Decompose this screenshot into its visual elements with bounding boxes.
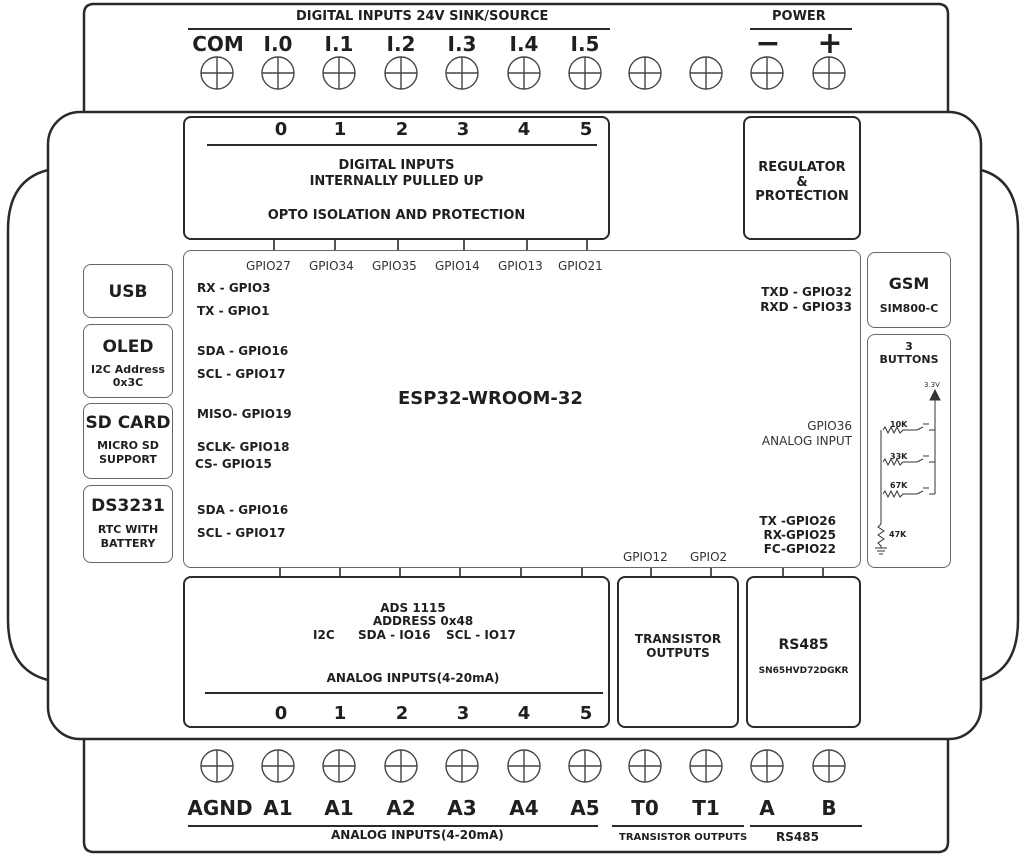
resistor-label: 47K xyxy=(889,530,907,539)
terminal-label-a1-second: A1 xyxy=(324,796,354,820)
gpio-top-label: GPIO34 xyxy=(309,259,354,273)
terminal-label-i1: I.1 xyxy=(324,32,354,56)
screw-terminal xyxy=(629,750,661,782)
analog-input-number: 1 xyxy=(333,703,347,724)
terminal-label-com: COM xyxy=(192,32,244,56)
terminal-label-positive: + xyxy=(817,26,843,61)
terminal-label-a2: A2 xyxy=(386,796,416,820)
digital-input-number: 3 xyxy=(456,119,470,140)
oled-address-label: I2C Address xyxy=(91,363,165,376)
gpio-top-label: GPIO35 xyxy=(372,259,417,273)
digital-inputs-header: DIGITAL INPUTS 24V SINK/SOURCE xyxy=(296,9,549,24)
analog-inputs-title: ANALOG INPUTS(4-20mA) xyxy=(326,671,500,685)
terminal-label-i5: I.5 xyxy=(570,32,600,56)
gpio-top-label: GPIO21 xyxy=(558,259,603,273)
gpio-top-label: GPIO27 xyxy=(246,259,291,273)
pin-label: TX - GPIO1 xyxy=(197,304,270,318)
digital-input-number: 2 xyxy=(395,119,409,140)
gpio-bottom-label: GPIO2 xyxy=(690,550,728,564)
scl-io17-label: SCL - IO17 xyxy=(446,628,516,642)
pin-label: RXD - GPIO33 xyxy=(760,300,852,314)
analog-input-number: 2 xyxy=(395,703,409,724)
screw-terminal xyxy=(201,750,233,782)
esp32-title: ESP32-WROOM-32 xyxy=(398,388,583,409)
buttons-label: BUTTONS xyxy=(879,353,939,366)
terminal-label-t0: T0 xyxy=(631,796,659,820)
terminal-label-negative: − xyxy=(755,26,781,61)
digital-inputs-label: DIGITAL INPUTS xyxy=(338,158,455,173)
resistor-label: 33K xyxy=(890,452,908,461)
screw-terminal xyxy=(813,750,845,782)
pin-label: SDA - GPIO16 xyxy=(197,503,289,517)
pin-label: SCLK- GPIO18 xyxy=(197,440,290,454)
terminal-label-a1: A1 xyxy=(263,796,293,820)
outputs-label: OUTPUTS xyxy=(646,646,710,660)
terminal-label-b: B xyxy=(821,796,837,820)
terminal-label-a3: A3 xyxy=(447,796,477,820)
screw-terminal xyxy=(569,750,601,782)
pin-label: RX-GPIO25 xyxy=(763,528,836,542)
terminal-label-i0: I.0 xyxy=(263,32,293,56)
screw-terminal xyxy=(446,750,478,782)
sim800-label: SIM800-C xyxy=(879,302,939,315)
rs485-footer: RS485 xyxy=(776,830,819,844)
analog-input-number: 4 xyxy=(517,703,531,724)
voltage-ref-label: 3.3V xyxy=(924,381,940,389)
terminal-label-i2: I.2 xyxy=(386,32,416,56)
terminal-label-a4: A4 xyxy=(509,796,539,820)
analog-input-number: 3 xyxy=(456,703,470,724)
digital-input-number: 0 xyxy=(274,119,288,140)
pin-label: GPIO36 xyxy=(807,419,852,433)
screw-terminal xyxy=(751,750,783,782)
pin-label: RX - GPIO3 xyxy=(197,281,271,295)
regulator-label: REGULATOR xyxy=(758,160,846,175)
gpio-top-label: GPIO13 xyxy=(498,259,543,273)
pin-label: SCL - GPIO17 xyxy=(197,526,286,540)
pulled-up-label: INTERNALLY PULLED UP xyxy=(309,174,484,189)
pin-label: CS- GPIO15 xyxy=(195,457,272,471)
terminal-label-i3: I.3 xyxy=(447,32,477,56)
regulator-ampersand: & xyxy=(796,175,808,190)
screw-terminal xyxy=(508,750,540,782)
analog-inputs-footer: ANALOG INPUTS(4-20mA) xyxy=(331,828,504,842)
terminal-label-a: A xyxy=(759,796,775,820)
screw-terminal xyxy=(262,750,294,782)
rs485-chip-label: SN65HVD72DGKR xyxy=(758,666,849,676)
opto-isolation-label: OPTO ISOLATION AND PROTECTION xyxy=(267,208,526,223)
ads-address-label: ADDRESS 0x48 xyxy=(372,614,474,628)
rs485-label: RS485 xyxy=(778,637,829,653)
protection-label: PROTECTION xyxy=(755,189,849,204)
terminal-label-t1: T1 xyxy=(692,796,720,820)
digital-input-number: 5 xyxy=(579,119,593,140)
power-header: POWER xyxy=(772,9,826,24)
buttons-count: 3 xyxy=(905,340,913,353)
oled-address-value: 0x3C xyxy=(112,376,144,389)
screw-terminal xyxy=(385,750,417,782)
terminal-label-i4: I.4 xyxy=(509,32,539,56)
rtc-label: RTC WITH xyxy=(97,523,159,536)
micro-sd-label: MICRO SD xyxy=(97,439,159,452)
oled-label: OLED xyxy=(102,337,154,357)
analog-input-label: ANALOG INPUT xyxy=(761,434,852,448)
resistor-label: 67K xyxy=(890,481,908,490)
gpio-top-label: GPIO14 xyxy=(435,259,480,273)
resistor-label: 10K xyxy=(890,420,908,429)
analog-input-number: 5 xyxy=(579,703,593,724)
pin-label: TX -GPIO26 xyxy=(759,514,836,528)
gsm-label: GSM xyxy=(888,274,930,293)
digital-input-number: 1 xyxy=(333,119,347,140)
screw-terminal xyxy=(323,750,355,782)
terminal-label-a5: A5 xyxy=(570,796,600,820)
digital-input-number: 4 xyxy=(517,119,531,140)
ds3231-label: DS3231 xyxy=(91,496,165,516)
transistor-label: TRANSISTOR xyxy=(634,632,722,646)
usb-label: USB xyxy=(108,282,148,302)
battery-label: BATTERY xyxy=(100,537,156,550)
i2c-label: I2C xyxy=(313,628,335,642)
pin-label: FC-GPIO22 xyxy=(763,542,836,556)
sd-card-label: SD CARD xyxy=(85,413,171,433)
pin-label: MISO- GPIO19 xyxy=(197,407,292,421)
gpio-bottom-label: GPIO12 xyxy=(623,550,668,564)
analog-input-number: 0 xyxy=(274,703,288,724)
terminal-label-agnd: AGND xyxy=(187,796,253,820)
transistor-outputs-footer: TRANSISTOR OUTPUTS xyxy=(619,832,748,843)
ads1115-label: ADS 1115 xyxy=(380,601,446,615)
sd-support-label: SUPPORT xyxy=(99,453,157,466)
sda-io16-label: SDA - IO16 xyxy=(358,628,431,642)
screw-terminal xyxy=(690,750,722,782)
pin-label: TXD - GPIO32 xyxy=(761,285,852,299)
pin-label: SCL - GPIO17 xyxy=(197,367,286,381)
pin-label: SDA - GPIO16 xyxy=(197,344,289,358)
